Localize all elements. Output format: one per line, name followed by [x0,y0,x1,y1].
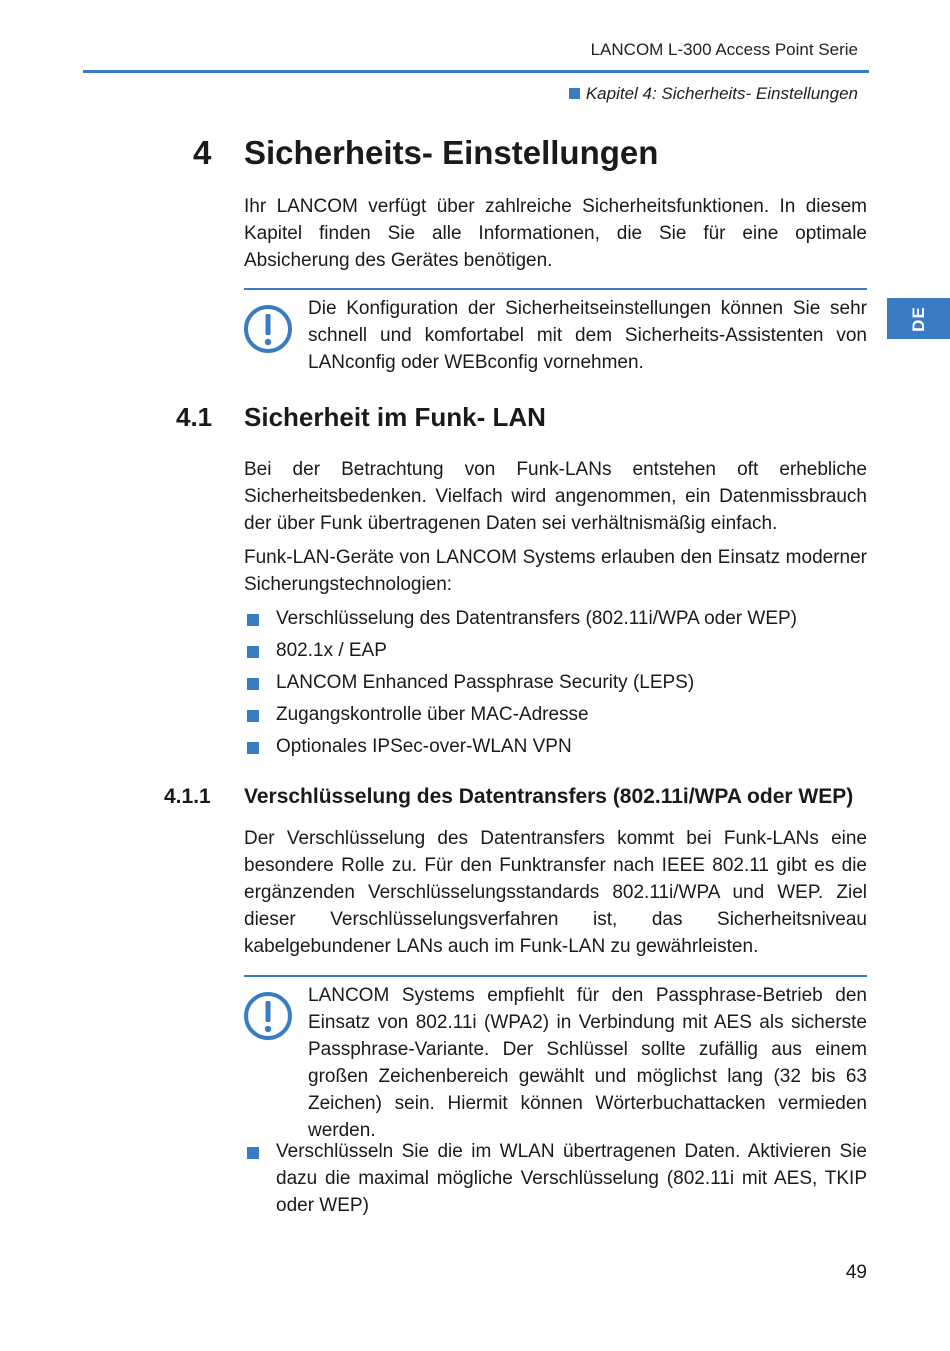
bullet-square-icon [247,742,259,754]
breadcrumb-square-icon [569,88,580,99]
list-item: LANCOM Enhanced Passphrase Security (LEPS) [244,669,867,696]
subsection-title: Verschlüsselung des Datentransfers (802.11i/WPA oder WEP) [244,785,854,808]
exclamation-icon [243,304,293,354]
note-text: LANCOM Systems empfiehlt für den Passphrase-Betrieb den Einsatz von 802.11i (WPA2) in Verbindung mit AES als sicherste Passphrase-Variante. Der Schlüssel sollte zufällig aus einem großen Zeichenbereich gewählt und möglichst lang (32 bis 63 Zeichen) sein. Hiermit können Wörterbuchattacken vermieden werden. [308,985,867,1141]
subsection-number: 4.1.1 [164,785,211,808]
subsection-paragraph: Der Verschlüsselung des Datentransfers kommt bei Funk-LANs eine besondere Rolle zu. Für den Funktransfer nach IEEE 802.11 gibt es die ergänzenden Verschlüsselungsstandards 802.11i/WPA und WEP. Ziel dieser Verschlüsselungsverfahren ist, das Sicherheitsniveau kabelgebundener LANs auch im Funk-LAN zu gewährleisten. [244,828,867,957]
bullet-square-icon [247,678,259,690]
list-item: Optionales IPSec-over-WLAN VPN [244,733,867,760]
running-header-title: LANCOM L-300 Access Point Serie [590,40,858,59]
section-paragraph-2: Funk-LAN-Geräte von LANCOM Systems erlauben den Einsatz moderner Sicherungstechnologien: [244,547,867,595]
chapter-intro: Ihr LANCOM verfügt über zahlreiche Sicherheitsfunktionen. In diesem Kapitel finden Sie alle Informationen, die Sie für eine optimale Absicherung des Gerätes benötigen. [244,196,867,271]
section-number: 4.1 [176,402,213,432]
chapter-breadcrumb [569,84,858,104]
list-item: Verschlüsseln Sie die im WLAN übertragenen Daten. Aktivieren Sie dazu die maximal mögliche Verschlüsselung (802.11i mit AES, TKIP oder WEP) [244,1138,867,1219]
bullet-square-icon [247,646,259,658]
note-rule [244,975,867,977]
language-tab [887,298,950,339]
header-rule [83,70,869,73]
breadcrumb-text: Kapitel 4: Sicherheits- Einstellungen [585,84,858,103]
list-item: 802.1x / EAP [244,637,867,664]
exclamation-icon [243,991,293,1041]
language-tab-label: DE [908,305,928,332]
section-paragraph-1: Bei der Betrachtung von Funk-LANs entstehen oft erhebliche Sicherheitsbedenken. Vielfach wird angenommen, ein Datenmissbrauch der über Funk übertragenen Daten sei verhältnismäßig einfach. [244,459,867,534]
list-item: Verschlüsselung des Datentransfers (802.11i/WPA oder WEP) [244,605,867,632]
note-rule [244,288,867,290]
bullet-square-icon [247,614,259,626]
bullet-square-icon [247,1147,259,1159]
chapter-number: 4 [193,134,212,171]
page-number: 49 [845,1262,867,1283]
bullet-square-icon [247,710,259,722]
note-text: Die Konfiguration der Sicherheitseinstellungen können Sie sehr schnell und komfortabel mit dem Sicherheits-Assistenten von LANconfig oder WEBconfig vornehmen. [308,298,867,373]
section-title: Sicherheit im Funk- LAN [244,402,546,432]
list-item: Zugangskontrolle über MAC-Adresse [244,701,867,728]
chapter-title: Sicherheits- Einstellungen [244,134,659,171]
